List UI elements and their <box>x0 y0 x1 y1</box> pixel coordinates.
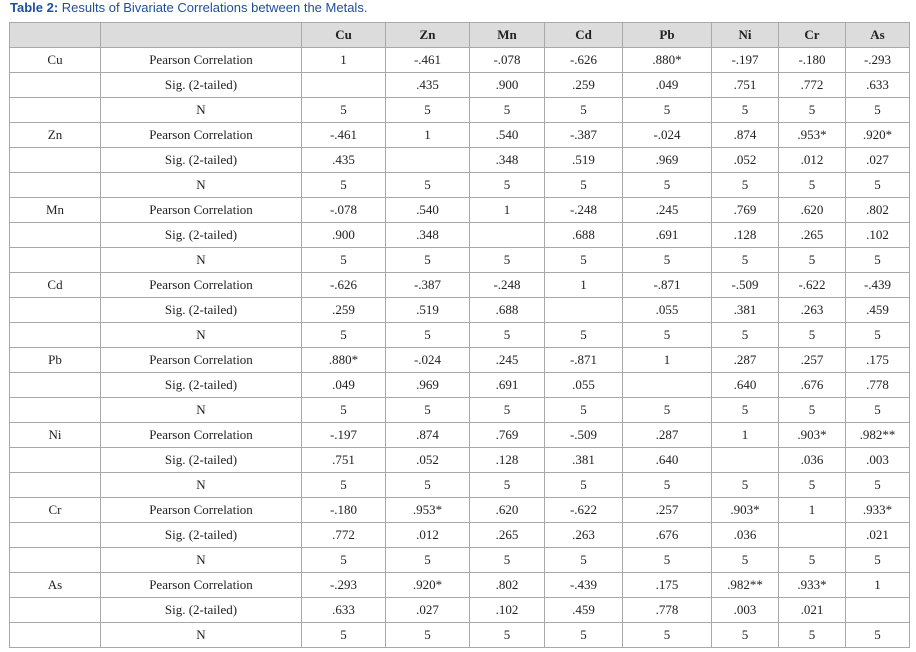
value-cell: 5 <box>623 473 712 498</box>
value-cell: .027 <box>386 598 470 623</box>
variable-cell <box>10 598 101 623</box>
value-cell: .036 <box>712 523 779 548</box>
statistic-cell: Pearson Correlation <box>101 423 302 448</box>
statistic-cell: N <box>101 398 302 423</box>
value-cell: .055 <box>623 298 712 323</box>
value-cell: 5 <box>470 473 545 498</box>
column-header: Cu <box>302 23 386 48</box>
value-cell: 5 <box>846 98 910 123</box>
value-cell: .175 <box>846 348 910 373</box>
value-cell: -.024 <box>623 123 712 148</box>
value-cell: .778 <box>623 598 712 623</box>
value-cell: 5 <box>846 473 910 498</box>
value-cell: -.024 <box>386 348 470 373</box>
column-header: Cr <box>779 23 846 48</box>
value-cell: .102 <box>470 598 545 623</box>
value-cell: .263 <box>779 298 846 323</box>
value-cell: 5 <box>470 248 545 273</box>
table-header <box>10 23 910 48</box>
value-cell: -.180 <box>779 48 846 73</box>
value-cell: 1 <box>779 498 846 523</box>
value-cell: .519 <box>545 148 623 173</box>
value-cell: 5 <box>779 473 846 498</box>
value-cell: .620 <box>779 198 846 223</box>
column-header: Ni <box>712 23 779 48</box>
value-cell: .459 <box>846 298 910 323</box>
value-cell: .880* <box>623 48 712 73</box>
value-cell: 5 <box>470 173 545 198</box>
table-row <box>10 98 910 123</box>
value-cell: .802 <box>846 198 910 223</box>
value-cell: .640 <box>712 373 779 398</box>
value-cell: .751 <box>302 448 386 473</box>
variable-cell: Cu <box>10 48 101 73</box>
value-cell: -.293 <box>302 573 386 598</box>
value-cell: 5 <box>846 323 910 348</box>
table-body <box>10 48 910 648</box>
value-cell: 5 <box>386 98 470 123</box>
value-cell: 1 <box>545 273 623 298</box>
value-cell: 5 <box>779 398 846 423</box>
value-cell: .969 <box>623 148 712 173</box>
value-cell: .003 <box>846 448 910 473</box>
value-cell: 5 <box>470 398 545 423</box>
variable-cell: Cr <box>10 498 101 523</box>
value-cell: .751 <box>712 73 779 98</box>
table-row <box>10 348 910 373</box>
value-cell: 5 <box>779 548 846 573</box>
statistic-cell: Pearson Correlation <box>101 198 302 223</box>
value-cell: -.439 <box>846 273 910 298</box>
value-cell: .257 <box>779 348 846 373</box>
statistic-cell: N <box>101 98 302 123</box>
column-header: Pb <box>623 23 712 48</box>
variable-cell: As <box>10 573 101 598</box>
value-cell: 5 <box>545 473 623 498</box>
table-row <box>10 148 910 173</box>
value-cell: .049 <box>302 373 386 398</box>
value-cell: 5 <box>779 98 846 123</box>
value-cell: -.626 <box>302 273 386 298</box>
value-cell: .381 <box>545 448 623 473</box>
value-cell: 5 <box>386 173 470 198</box>
caption-label: Table 2: <box>10 0 59 15</box>
statistic-cell: Pearson Correlation <box>101 348 302 373</box>
value-cell: .540 <box>470 123 545 148</box>
variable-cell <box>10 148 101 173</box>
header-row <box>10 23 910 48</box>
value-cell: 5 <box>779 173 846 198</box>
statistic-cell: Sig. (2-tailed) <box>101 148 302 173</box>
value-cell: .128 <box>470 448 545 473</box>
value-cell: 5 <box>623 398 712 423</box>
value-cell: -.509 <box>545 423 623 448</box>
value-cell: 5 <box>302 473 386 498</box>
variable-cell <box>10 223 101 248</box>
value-cell: .920* <box>386 573 470 598</box>
table-row <box>10 498 910 523</box>
value-cell: -.078 <box>470 48 545 73</box>
value-cell: .348 <box>386 223 470 248</box>
table-row <box>10 473 910 498</box>
value-cell: .982** <box>846 423 910 448</box>
value-cell: 5 <box>846 548 910 573</box>
value-cell: 5 <box>545 548 623 573</box>
column-header: Zn <box>386 23 470 48</box>
value-cell: 5 <box>779 323 846 348</box>
value-cell: .982** <box>712 573 779 598</box>
value-cell: 5 <box>302 98 386 123</box>
value-cell: .772 <box>302 523 386 548</box>
variable-cell <box>10 373 101 398</box>
value-cell: 1 <box>712 423 779 448</box>
variable-cell <box>10 473 101 498</box>
value-cell: .900 <box>302 223 386 248</box>
value-cell: .640 <box>623 448 712 473</box>
statistic-cell: Sig. (2-tailed) <box>101 523 302 548</box>
value-cell: -.461 <box>386 48 470 73</box>
variable-cell <box>10 448 101 473</box>
value-cell: 5 <box>846 173 910 198</box>
value-cell: -.248 <box>470 273 545 298</box>
variable-cell <box>10 248 101 273</box>
value-cell: .691 <box>470 373 545 398</box>
value-cell: 5 <box>386 473 470 498</box>
value-cell: 5 <box>545 623 623 648</box>
value-cell: 5 <box>302 398 386 423</box>
table-row <box>10 448 910 473</box>
value-cell: -.871 <box>623 273 712 298</box>
value-cell: 5 <box>712 323 779 348</box>
value-cell <box>386 148 470 173</box>
value-cell: 5 <box>302 623 386 648</box>
value-cell <box>470 223 545 248</box>
value-cell: -.180 <box>302 498 386 523</box>
value-cell: .874 <box>712 123 779 148</box>
value-cell: .688 <box>470 298 545 323</box>
value-cell: .540 <box>386 198 470 223</box>
value-cell: .021 <box>779 598 846 623</box>
variable-cell <box>10 98 101 123</box>
value-cell: -.509 <box>712 273 779 298</box>
value-cell: .128 <box>712 223 779 248</box>
value-cell: .287 <box>623 423 712 448</box>
value-cell: .102 <box>846 223 910 248</box>
value-cell: .245 <box>470 348 545 373</box>
value-cell: 1 <box>846 573 910 598</box>
table-row <box>10 423 910 448</box>
value-cell: 5 <box>623 323 712 348</box>
value-cell: 5 <box>846 398 910 423</box>
table-caption <box>10 0 367 16</box>
value-cell: 5 <box>545 173 623 198</box>
value-cell: .778 <box>846 373 910 398</box>
value-cell: .381 <box>712 298 779 323</box>
value-cell: 5 <box>470 323 545 348</box>
value-cell: 5 <box>623 173 712 198</box>
value-cell: .263 <box>545 523 623 548</box>
value-cell: .348 <box>470 148 545 173</box>
value-cell: .519 <box>386 298 470 323</box>
value-cell: 5 <box>470 548 545 573</box>
value-cell: -.248 <box>545 198 623 223</box>
value-cell: 1 <box>386 123 470 148</box>
value-cell: 5 <box>386 548 470 573</box>
value-cell: .676 <box>623 523 712 548</box>
value-cell: 5 <box>779 248 846 273</box>
value-cell: 5 <box>779 623 846 648</box>
value-cell: 5 <box>545 323 623 348</box>
table-row <box>10 173 910 198</box>
value-cell: .012 <box>779 148 846 173</box>
value-cell: 5 <box>545 248 623 273</box>
variable-cell <box>10 523 101 548</box>
column-header <box>10 23 101 48</box>
value-cell: .245 <box>623 198 712 223</box>
variable-cell: Ni <box>10 423 101 448</box>
statistic-cell: Pearson Correlation <box>101 273 302 298</box>
value-cell: .259 <box>302 298 386 323</box>
table-row <box>10 623 910 648</box>
value-cell: .688 <box>545 223 623 248</box>
table-row <box>10 273 910 298</box>
value-cell: -.387 <box>545 123 623 148</box>
value-cell: 5 <box>712 248 779 273</box>
value-cell: .265 <box>470 523 545 548</box>
value-cell: .633 <box>846 73 910 98</box>
table-row <box>10 598 910 623</box>
value-cell: -.387 <box>386 273 470 298</box>
value-cell: 5 <box>623 98 712 123</box>
value-cell: 5 <box>712 623 779 648</box>
value-cell <box>623 373 712 398</box>
value-cell: 5 <box>545 398 623 423</box>
statistic-cell: Sig. (2-tailed) <box>101 73 302 98</box>
value-cell: .769 <box>712 198 779 223</box>
statistic-cell: Pearson Correlation <box>101 573 302 598</box>
table-row <box>10 248 910 273</box>
variable-cell <box>10 73 101 98</box>
value-cell: .633 <box>302 598 386 623</box>
value-cell: .953* <box>779 123 846 148</box>
value-cell: .175 <box>623 573 712 598</box>
value-cell: -.293 <box>846 48 910 73</box>
variable-cell <box>10 623 101 648</box>
value-cell: -.461 <box>302 123 386 148</box>
value-cell: .052 <box>712 148 779 173</box>
statistic-cell: Sig. (2-tailed) <box>101 448 302 473</box>
value-cell: .691 <box>623 223 712 248</box>
value-cell: .769 <box>470 423 545 448</box>
statistic-cell: N <box>101 548 302 573</box>
statistic-cell: N <box>101 173 302 198</box>
value-cell: -.622 <box>779 273 846 298</box>
value-cell: -.197 <box>302 423 386 448</box>
value-cell: .027 <box>846 148 910 173</box>
value-cell: 5 <box>386 398 470 423</box>
value-cell: 5 <box>470 98 545 123</box>
statistic-cell: N <box>101 323 302 348</box>
value-cell: .903* <box>712 498 779 523</box>
value-cell: 5 <box>302 248 386 273</box>
value-cell: 5 <box>846 623 910 648</box>
value-cell: .055 <box>545 373 623 398</box>
value-cell: .435 <box>386 73 470 98</box>
value-cell: .920* <box>846 123 910 148</box>
value-cell: .459 <box>545 598 623 623</box>
value-cell: 5 <box>545 98 623 123</box>
value-cell: 5 <box>470 623 545 648</box>
statistic-cell: Sig. (2-tailed) <box>101 373 302 398</box>
value-cell: 5 <box>302 173 386 198</box>
value-cell: .012 <box>386 523 470 548</box>
table-row <box>10 548 910 573</box>
value-cell: 5 <box>302 323 386 348</box>
value-cell: -.078 <box>302 198 386 223</box>
value-cell: 5 <box>302 548 386 573</box>
value-cell: .903* <box>779 423 846 448</box>
variable-cell <box>10 323 101 348</box>
variable-cell: Mn <box>10 198 101 223</box>
variable-cell: Cd <box>10 273 101 298</box>
value-cell: .049 <box>623 73 712 98</box>
statistic-cell: Sig. (2-tailed) <box>101 223 302 248</box>
value-cell: .052 <box>386 448 470 473</box>
value-cell: .802 <box>470 573 545 598</box>
value-cell <box>302 73 386 98</box>
value-cell: 5 <box>712 173 779 198</box>
table-row <box>10 523 910 548</box>
value-cell: .676 <box>779 373 846 398</box>
value-cell: 5 <box>623 248 712 273</box>
value-cell: .620 <box>470 498 545 523</box>
table-row <box>10 223 910 248</box>
statistic-cell: Pearson Correlation <box>101 123 302 148</box>
table-row <box>10 398 910 423</box>
table-row <box>10 123 910 148</box>
value-cell: .435 <box>302 148 386 173</box>
value-cell: 5 <box>712 398 779 423</box>
statistic-cell: Sig. (2-tailed) <box>101 598 302 623</box>
value-cell: 5 <box>712 548 779 573</box>
value-cell: 5 <box>386 323 470 348</box>
value-cell: -.626 <box>545 48 623 73</box>
value-cell: .933* <box>846 498 910 523</box>
value-cell: .874 <box>386 423 470 448</box>
column-header: As <box>846 23 910 48</box>
value-cell: .257 <box>623 498 712 523</box>
value-cell: 5 <box>846 248 910 273</box>
value-cell: 5 <box>623 548 712 573</box>
column-header: Cd <box>545 23 623 48</box>
variable-cell: Zn <box>10 123 101 148</box>
variable-cell <box>10 548 101 573</box>
value-cell: -.871 <box>545 348 623 373</box>
value-cell: .265 <box>779 223 846 248</box>
statistic-cell: Pearson Correlation <box>101 498 302 523</box>
column-header: Mn <box>470 23 545 48</box>
variable-cell <box>10 298 101 323</box>
value-cell: 5 <box>386 248 470 273</box>
value-cell <box>545 298 623 323</box>
table-row <box>10 573 910 598</box>
value-cell: 1 <box>623 348 712 373</box>
value-cell: .259 <box>545 73 623 98</box>
table-row <box>10 198 910 223</box>
caption-text: Results of Bivariate Correlations between the Metals. <box>58 0 368 15</box>
value-cell: 5 <box>386 623 470 648</box>
correlation-table <box>9 22 910 648</box>
variable-cell <box>10 173 101 198</box>
value-cell: .287 <box>712 348 779 373</box>
statistic-cell: N <box>101 248 302 273</box>
table-row <box>10 48 910 73</box>
value-cell: 5 <box>712 473 779 498</box>
statistic-cell: Sig. (2-tailed) <box>101 298 302 323</box>
value-cell: -.197 <box>712 48 779 73</box>
variable-cell <box>10 398 101 423</box>
value-cell <box>712 448 779 473</box>
value-cell <box>779 523 846 548</box>
value-cell: .880* <box>302 348 386 373</box>
value-cell: -.622 <box>545 498 623 523</box>
statistic-cell: N <box>101 473 302 498</box>
value-cell: .900 <box>470 73 545 98</box>
value-cell: .953* <box>386 498 470 523</box>
value-cell: 5 <box>623 623 712 648</box>
column-header <box>101 23 302 48</box>
table-row <box>10 298 910 323</box>
value-cell: .772 <box>779 73 846 98</box>
variable-cell: Pb <box>10 348 101 373</box>
value-cell: .969 <box>386 373 470 398</box>
table-row <box>10 323 910 348</box>
value-cell: 5 <box>712 98 779 123</box>
statistic-cell: Pearson Correlation <box>101 48 302 73</box>
value-cell: 1 <box>470 198 545 223</box>
table-row <box>10 373 910 398</box>
value-cell <box>846 598 910 623</box>
value-cell: .036 <box>779 448 846 473</box>
value-cell: 1 <box>302 48 386 73</box>
value-cell: .003 <box>712 598 779 623</box>
value-cell: .021 <box>846 523 910 548</box>
table-row <box>10 73 910 98</box>
value-cell: -.439 <box>545 573 623 598</box>
value-cell: .933* <box>779 573 846 598</box>
statistic-cell: N <box>101 623 302 648</box>
